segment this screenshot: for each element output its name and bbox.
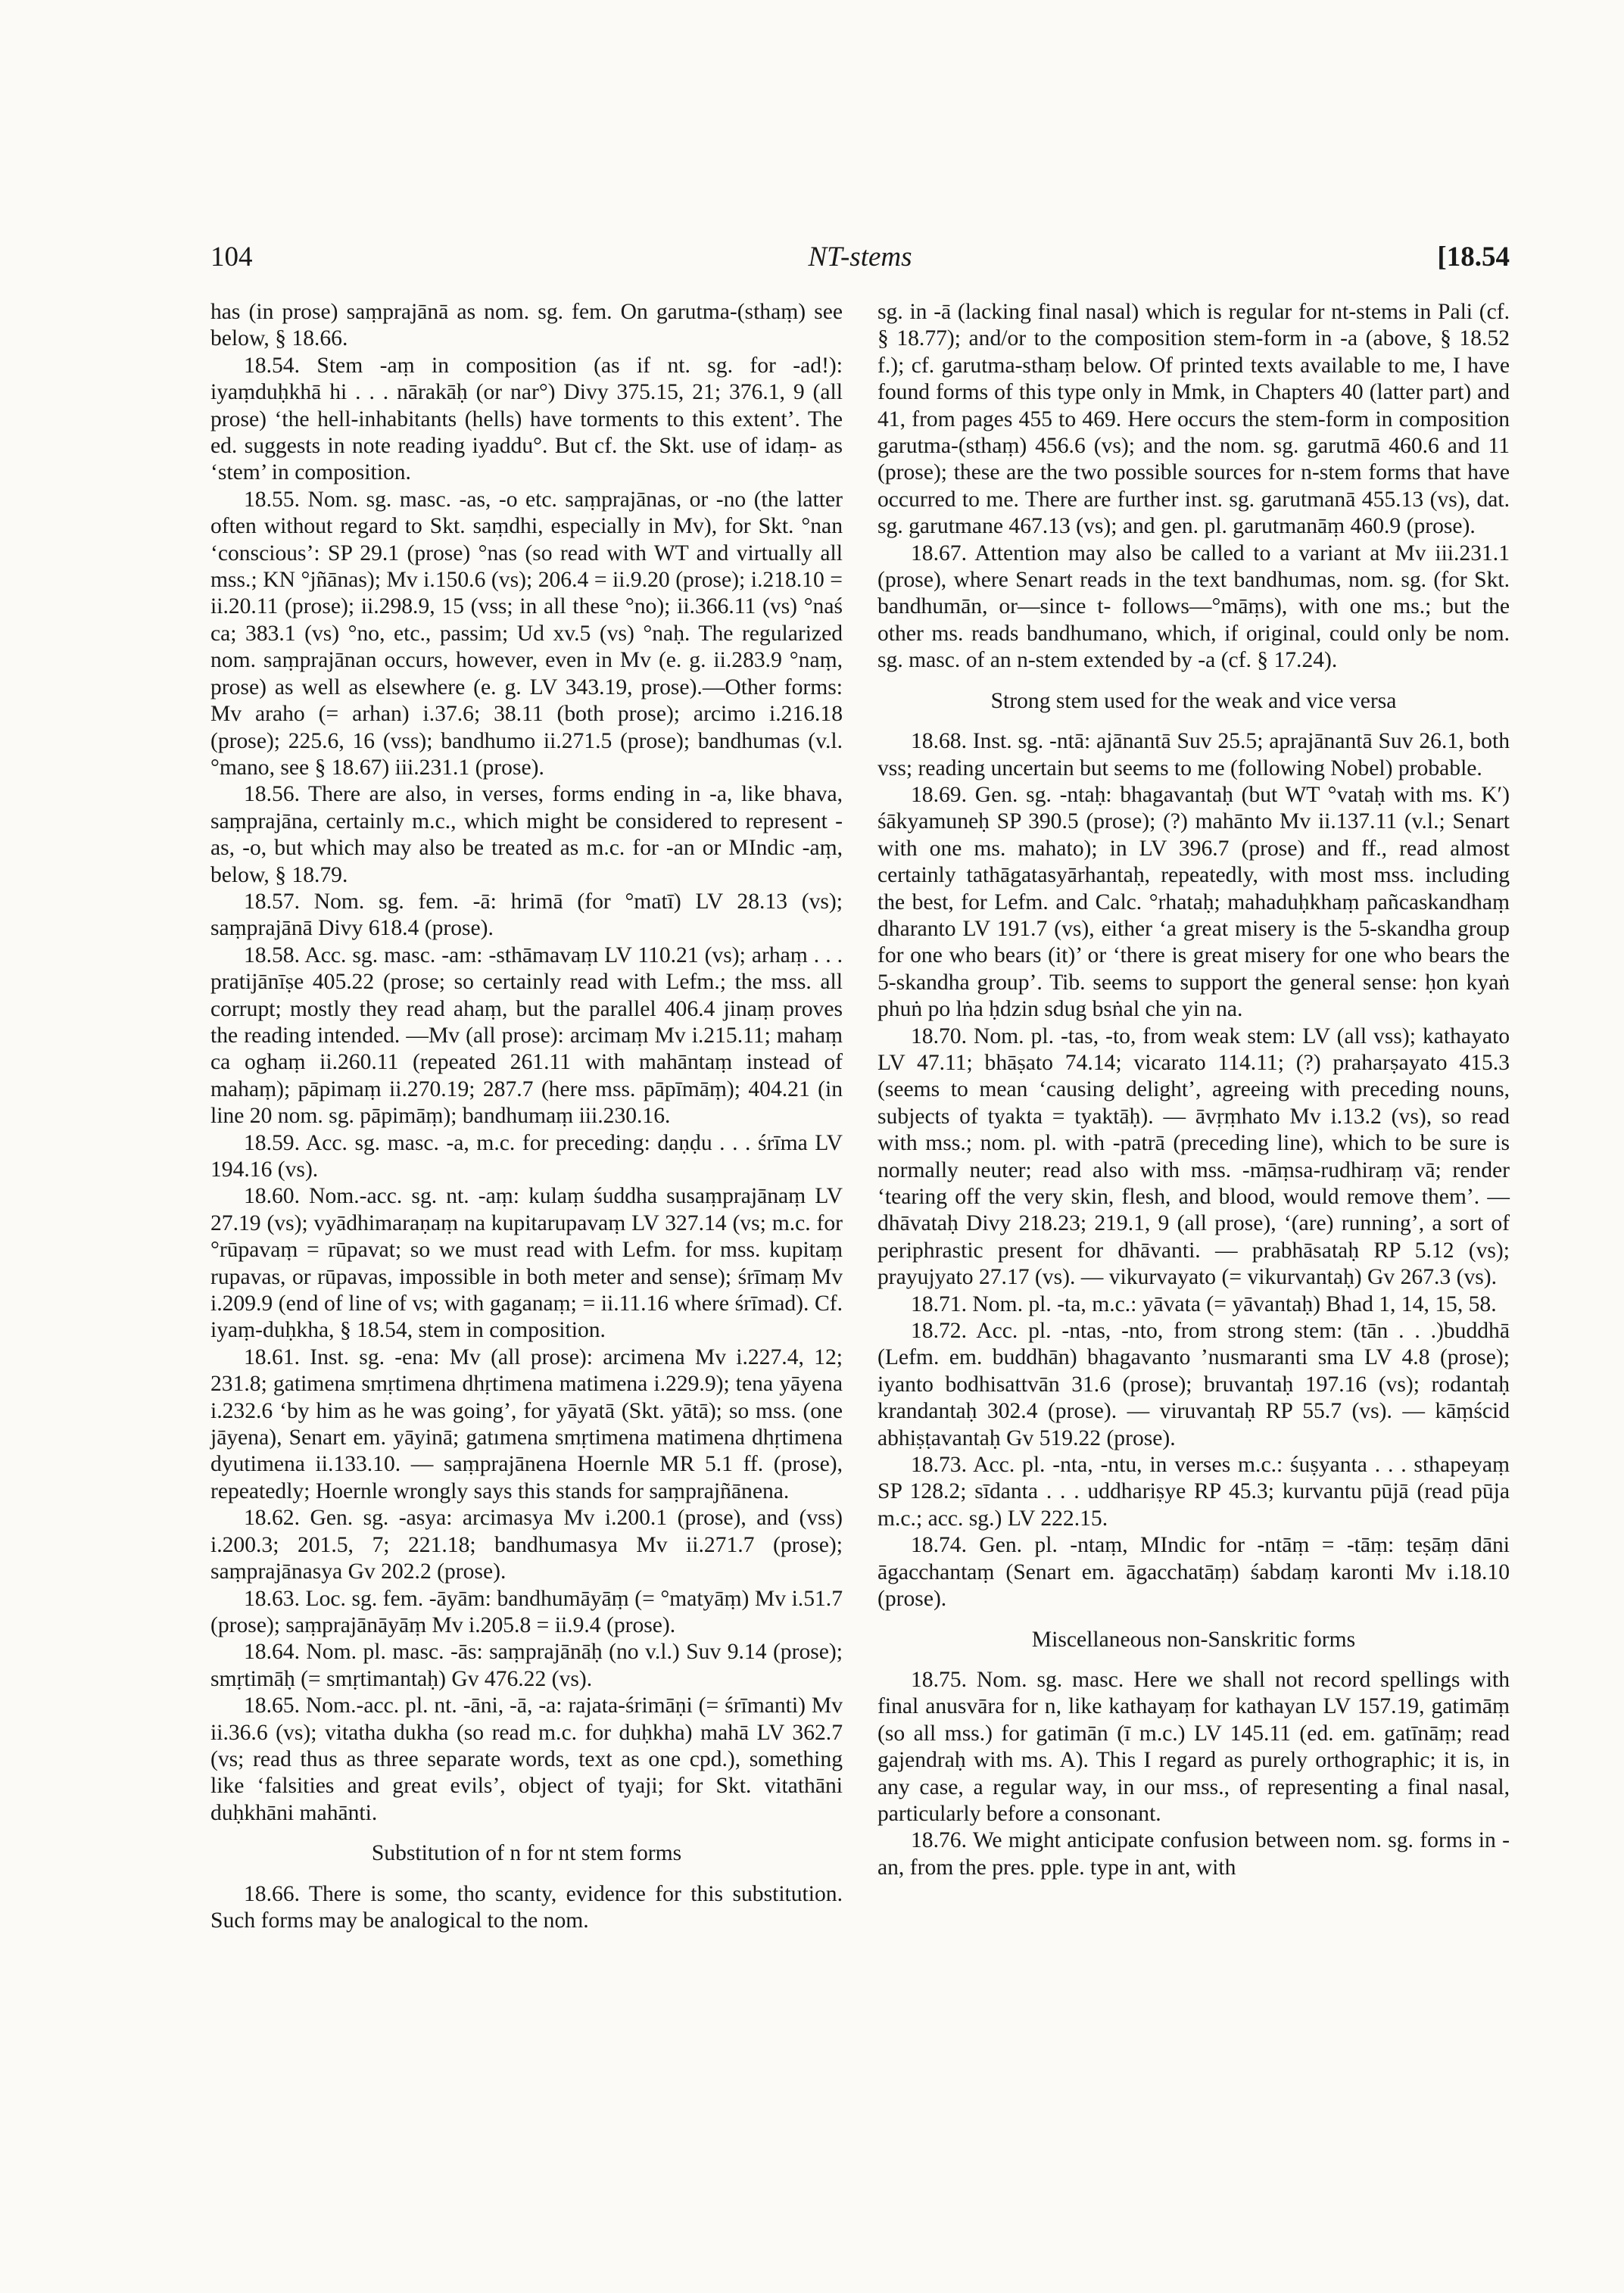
paragraph-18-55: 18.55. Nom. sg. masc. -as, -o etc. saṃprajānas, or -no (the latter often without regard to Skt. saṃdhi, especially in Mv), for Skt. °nan ‘conscious’: SP 29.1 (prose) °nas (so read with WT and virtually all mss.; KN °jñānas); Mv i.150.6 (vs); 206.4 = ii.9.20 (prose); i.218.10 = ii.20.11 (prose); ii.298.9, 15 (vss; in all these °no); ii.366.11 (vs) °naś ca; 383.1 (vs) °no, etc., passim; Ud xv.5 (vs) °naḥ. The regularized nom. saṃprajānan occurs, however, even in Mv (e. g. ii.283.9 °naṃ, prose) as well as elsewhere (e. g. LV 343.19, prose).—Other forms: Mv araho (= arhan) i.37.6; 38.11 (both prose); arcimo i.216.18 (prose); 225.6, 16 (vss); bandhumo ii.271.5 (prose); bandhumas (v.l. °mano, see § 18.67) iii.231.1 (prose). [210, 487, 843, 780]
paragraph-18-56: 18.56. There are also, in verses, forms ending in -a, like bhava, saṃprajāna, certainly m.c., which might be considered to represent -as, -o, but which may also be treated as m.c. for -an or MIndic -aṃ, below, § 18.79. [210, 782, 843, 887]
paragraph-18-54: 18.54. Stem -aṃ in composition (as if nt. sg. for -ad!): iyaṃduḥkhā hi . . . nārakāḥ (or nar°) Divy 375.15, 21; 376.1, 9 (all prose) ‘the hell-inhabitants (hells) have torments to this extent’. The ed. suggests in note reading iyaddu°. But cf. the Skt. use of idaṃ- as ‘stem’ in composition. [210, 353, 843, 485]
paragraph-18-67: 18.67. Attention may also be called to a variant at Mv iii.231.1 (prose), where Senart reads in the text bandhumas, nom. sg. (for Skt. bandhumān, or—since t- follows—°māṃs), with one ms.; but the other ms. reads bandhumano, which, if original, could only be nom. sg. masc. of an n-stem extended by -a (cf. § 17.24). [877, 541, 1510, 673]
paragraph: sg. in -ā (lacking final nasal) which is regular for nt-stems in Pali (cf. § 18.77); and/or to the composition stem-form in -a (above, § 18.52 f.); cf. garutma-sthaṃ below. Of printed texts available to me, I have found forms of this type only in Mmk, in Chapters 40 (latter part) and 41, from pages 455 to 469. Here occurs the stem-form in composition garutma-(sthaṃ) 456.6 (vs); and the nom. sg. garutmā 460.6 and 11 (prose); these are the two possible sources for n-stem forms that have occurred to me. There are further inst. sg. garutmanā 455.13 (vs), dat. sg. garutmane 467.13 (vs); and gen. pl. garutmanāṃ 460.9 (prose). [877, 300, 1510, 539]
running-header [210, 241, 1510, 286]
paragraph-18-75: 18.75. Nom. sg. masc. Here we shall not record spellings with final anusvāra for n, like kathayaṃ for kathayan LV 157.19, gatimāṃ (so all mss.) for gatimān (ī m.c.) LV 145.11 (ed. em. gatīnāṃ; read gajendraḥ with ms. A). This I regard as purely orthographic; it is, in any case, a regular way, in our mss., of representing a final nasal, particularly before a consonant. [877, 1667, 1510, 1826]
paragraph-18-71: 18.71. Nom. pl. -ta, m.c.: yāvata (= yāvantaḥ) Bhad 1, 14, 15, 58. [911, 1291, 1497, 1316]
section-marker: [18.54 [1437, 241, 1510, 273]
section-heading: Strong stem used for the weak and vice versa [990, 688, 1397, 713]
paragraph-18-76: 18.76. We might anticipate confusion between nom. sg. forms in -an, from the pres. pple. type in ant, with [877, 1828, 1510, 1880]
paragraph-18-64: 18.64. Nom. pl. masc. -ās: saṃprajānāḥ (no v.l.) Suv 9.14 (prose); smṛtimāḥ (= smṛtimantaḥ) Gv 476.22 (vs). [210, 1640, 843, 1691]
paragraph-18-65: 18.65. Nom.-acc. pl. nt. -āni, -ā, -a: rajata-śrimāṇi (= śrīmanti) Mv ii.36.6 (vs); vitatha dukha (so read m.c. for duḥkha) mahā LV 362.7 (vs; read thus as three separate words, text as one cpd.), something like ‘falsities and great evils’, object of tyaji; for Skt. vitathāni duḥkhāni mahānti. [210, 1693, 843, 1825]
right-column [877, 299, 1510, 1881]
paragraph-18-70: 18.70. Nom. pl. -tas, -to, from weak stem: LV (all vss); kathayato LV 47.11; bhāṣato 74.14; vicarato 114.11; (?) praharṣayato 415.3 (seems to mean ‘causing delight’, agreeing with preceding nouns, subjects of tyakta = tyaktāḥ). — āvṛṃhato Mv i.13.2 (vs), so read with mss.; nom. pl. with -patrā (preceding line), which to be sure is normally neuter; read also with mss. -māṃsa-rudhiraṃ vā; render ‘tearing off the very skin, flesh, and blood, would remove them’. — dhāvataḥ Divy 218.23; 219.1, 9 (all prose), ‘(are) running’, a sort of periphrastic present for dhāvanti. — prabhāsataḥ RP 5.12 (vs); prayujyato 27.17 (vs). — vikurvayato (= vikurvantaḥ) Gv 267.3 (vs). [877, 1023, 1510, 1290]
paragraph-18-58: 18.58. Acc. sg. masc. -am: -sthāmavaṃ LV 110.21 (vs); arhaṃ . . . pratijānīṣe 405.22 (prose; so certainly read with Lefm.; the mss. all corrupt; mostly they read ahaṃ, but the parallel 406.4 jinaṃ proves the reading intended. —Mv (all prose): arcimaṃ Mv i.215.11; mahaṃ ca oghaṃ ii.260.11 (repeated 261.11 with mahāntaṃ instead of mahaṃ); pāpimaṃ ii.270.19; 287.7 (here mss. pāpīmāṃ); 404.21 (in line 20 nom. sg. pāpimāṃ); bandhumaṃ iii.230.16. [210, 942, 843, 1129]
paragraph-18-68: 18.68. Inst. sg. -ntā: ajānantā Suv 25.5; aprajānantā Suv 26.1, both vss; reading uncertain but seems to me (following Nobel) probable. [877, 729, 1510, 780]
paragraph-18-74: 18.74. Gen. pl. -ntaṃ, MIndic for -ntāṃ = -tāṃ: teṣāṃ dāni āgacchantaṃ (Senart em. āgacchatāṃ) śabdaṃ karonti Mv i.18.10 (prose). [877, 1533, 1510, 1612]
paragraph-18-72: 18.72. Acc. pl. -ntas, -nto, from strong stem: (tān . . .)buddhā (Lefm. em. buddhān) bhagavanto ’nusmaranti sma LV 4.8 (prose); iyanto bodhisattvān 31.6 (prose); bruvantaḥ 197.16 (vs); rodantaḥ krandantaḥ 302.4 (prose). — viruvantaḥ RP 55.7 (vs). — kāṃścid abhiṣṭavantaḥ Gv 519.22 (prose). [877, 1319, 1510, 1450]
paragraph: has (in prose) saṃprajānā as nom. sg. fem. On garutma-(sthaṃ) see below, § 18.66. [210, 300, 843, 351]
section-heading: Substitution of n for nt stem forms [371, 1841, 682, 1866]
paragraph-18-61: 18.61. Inst. sg. -ena: Mv (all prose): arcimena Mv i.227.4, 12; 231.8; gatimena smṛtimena dhṛtimena matimena i.229.9); tena yāyena i.232.6 ‘by him as he was going’, for yāyatā (Skt. yātā); so mss. (one jāyena), Senart em. yāyinā; gatımena smṛtimena matimena dhṛtimena dyutimena ii.133.10. — saṃprajānena Hoernle MR 5.1 ff. (prose), repeatedly; Hoernle wrongly says this stands for saṃprajñānena. [210, 1344, 843, 1503]
paragraph-18-73: 18.73. Acc. pl. -nta, -ntu, in verses m.c.: śuṣyanta . . . sthapeyaṃ SP 128.2; sīdanta . . . uddhariṣye RP 45.3; kurvantu pūjā (read pūja m.c.; acc. sg.) LV 222.15. [877, 1453, 1510, 1531]
running-title: NT-stems [808, 241, 912, 273]
paragraph-18-60: 18.60. Nom.-acc. sg. nt. -aṃ: kulaṃ śuddha susaṃprajānaṃ LV 27.19 (vs); vyādhimaraṇaṃ na kupitarupavaṃ LV 327.14 (vs; m.c. for °rūpavaṃ = rūpavat; so we must read with Lefm. for mss. kupitaṃ rupavas, or rūpavas, impossible in both meter and sense); śrīmaṃ Mv i.209.9 (end of line of vs; with gaganaṃ; = ii.11.16 where śrīmad). Cf. iyaṃ-duḥkha, § 18.54, stem in composition. [210, 1184, 843, 1343]
section-heading: Miscellaneous non-Sanskritic forms [1031, 1627, 1356, 1652]
paragraph-18-59: 18.59. Acc. sg. masc. -a, m.c. for preceding: daṇḍu . . . śrīma LV 194.16 (vs). [210, 1130, 843, 1182]
paragraph-18-63: 18.63. Loc. sg. fem. -āyām: bandhumāyāṃ (= °matyāṃ) Mv i.51.7 (prose); saṃprajānāyāṃ Mv i.205.8 = ii.9.4 (prose). [210, 1586, 843, 1637]
paragraph-18-57: 18.57. Nom. sg. fem. -ā: hrimā (for °matī) LV 28.13 (vs); saṃprajānā Divy 618.4 (prose). [210, 889, 843, 941]
paragraph-18-66: 18.66. There is some, tho scanty, evidence for this substitution. Such forms may be analogical to the nom. [210, 1881, 843, 1933]
left-column [210, 299, 843, 1934]
paragraph-18-62: 18.62. Gen. sg. -asya: arcimasya Mv i.200.1 (prose), and (vss) i.200.3; 201.5, 7; 221.18; bandhumasya Mv ii.271.7 (prose); saṃprajānasya Gv 202.2 (prose). [210, 1506, 843, 1584]
page-number: 104 [210, 241, 253, 273]
paragraph-18-69: 18.69. Gen. sg. -ntaḥ: bhagavantaḥ (but WT °vataḥ with ms. K′) śākyamuneḥ SP 390.5 (prose); (?) mahānto Mv ii.137.11 (v.l.; Senart with one ms. mahato); in LV 396.7 (prose) and ff., read almost certainly tathāgatasyārhantaḥ, repeatedly, with most mss. including the best, for Lefm. and Calc. °rhataḥ; mahaduḥkhaṃ pañcaskandhaṃ dharanto LV 191.7 (vs), either ‘a great misery is the 5-skandha group for one who bears (it)’ or ‘there is great misery for one who bears the 5-skandha group’. Tib. seems to support the general sense: ḥon kyaṅ phuṅ po lṅa ḥdzin sdug bsṅal che yin na. [877, 782, 1510, 1022]
